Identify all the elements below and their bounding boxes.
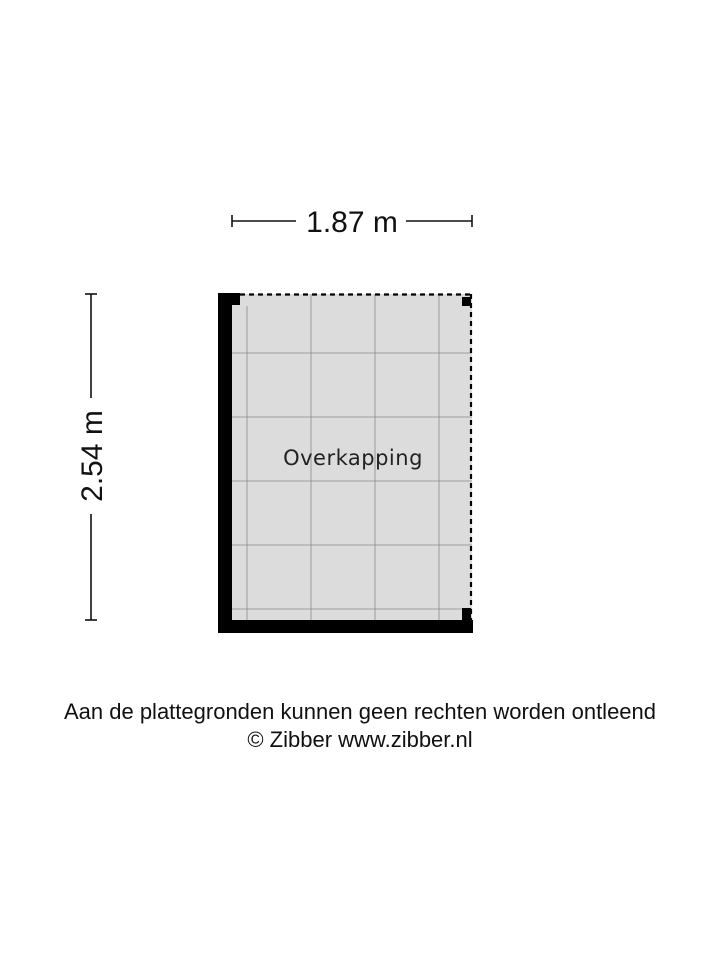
- column-top-right: [462, 297, 471, 306]
- wall-top-corner: [218, 293, 240, 305]
- wall-left: [218, 293, 232, 633]
- disclaimer-text: Aan de plattegronden kunnen geen rechten worden ontleend: [63, 699, 657, 724]
- width-dimension: [232, 206, 472, 239]
- width-dimension-label: 1.87 m: [306, 206, 398, 239]
- column-bottom-right: [462, 608, 471, 620]
- height-dimension: [76, 294, 109, 620]
- room-overkapping: [218, 293, 473, 633]
- copyright-text: © Zibber www.zibber.nl: [247, 727, 473, 752]
- height-dimension-label: 2.54 m: [76, 410, 109, 502]
- room-label: Overkapping: [283, 446, 423, 470]
- wall-bottom: [218, 620, 473, 633]
